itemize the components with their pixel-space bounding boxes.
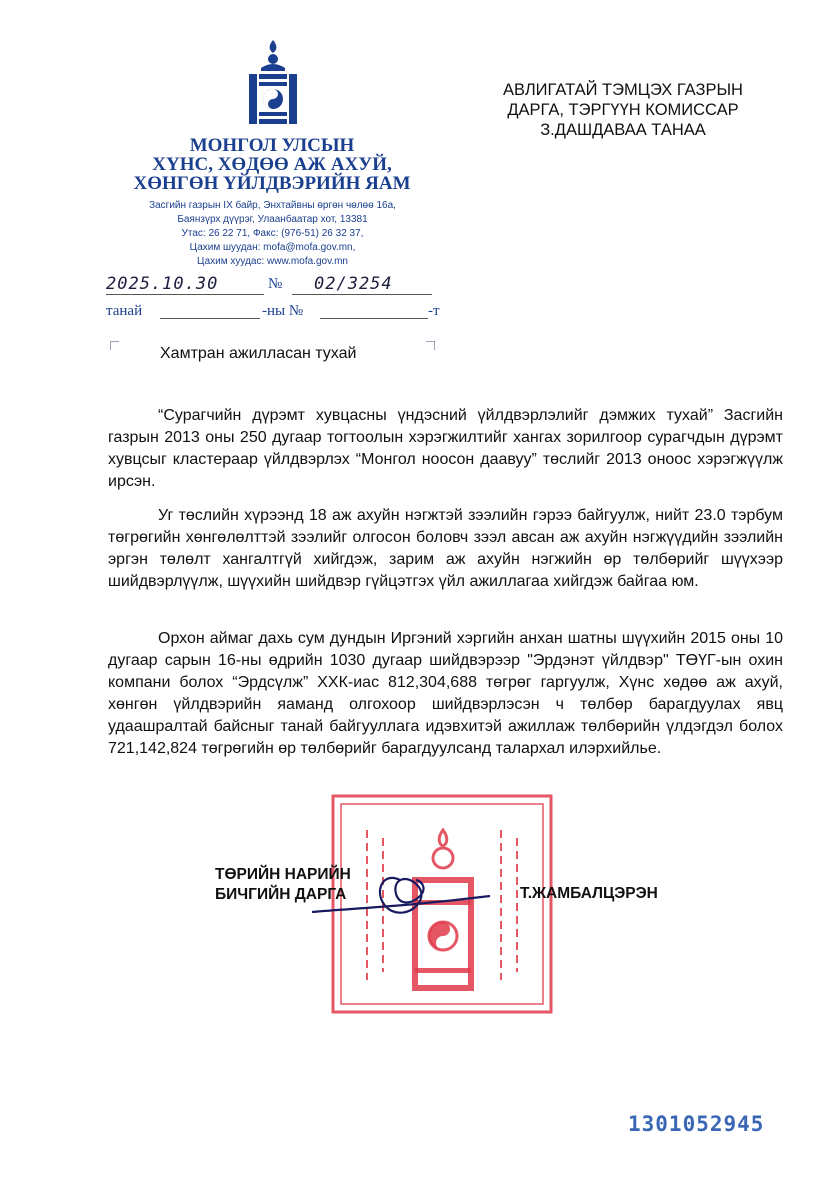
ministry-name-line: ХҮНС, ХӨДӨӨ АЖ АХУЙ, [152, 154, 392, 175]
date-value: 2025.10.30 [106, 274, 219, 294]
recipient-line: З.ДАШДАВАА ТАНАА [540, 121, 706, 139]
body-paragraph: Уг төслийн хүрээнд 18 аж ахуйн нэгжтэй зээлийн гэрээ байгуулж, нийт 23.0 тэрбум төгрөгийн хөнгөлөлттэй зээлийг олгосон боловч зээл авсан аж ахуйн нэгжүүдийн зээлийн эргэн төлөлт хангалтгүй хийгдэж, зарим аж ахуйн нэгжийн өр төлбөрийг шүүхээр шийдвэрлүүлж, шүүхийн шийдвэр гүйцэтгэх үйл ажиллагаа хийгдэж байгаа юм. [108, 507, 783, 590]
reply-mid: -ны № [262, 303, 304, 319]
address-line: Засгийн газрын IX байр, Энхтайвны өргөн чөлөө 16а, [149, 200, 396, 211]
reply-reference-line [106, 303, 446, 325]
subject-corner-mark [110, 341, 119, 350]
number-field [292, 276, 432, 298]
number-sign: № [268, 276, 283, 292]
date-field [106, 276, 266, 298]
phone-fax-line: Утас: 26 22 71, Факс: (976-51) 26 32 37, [181, 228, 364, 239]
reply-prefix: танай [106, 303, 143, 319]
number-value: 02/3254 [314, 274, 393, 294]
ministry-name [122, 136, 422, 193]
signatory-title-line: БИЧГИЙН ДАРГА [215, 886, 347, 903]
website-line: Цахим хуудас: www.mofa.gov.mn [197, 256, 348, 267]
ministry-name-line: МОНГОЛ УЛСЫН [189, 135, 355, 156]
recipient-block [478, 80, 768, 140]
signatory-title [215, 865, 351, 905]
recipient-line: ДАРГА, ТЭРГҮҮН КОМИССАР [507, 101, 739, 119]
ministry-name-line: ХӨНГӨН ҮЙЛДВЭРИЙН ЯАМ [133, 173, 411, 194]
signatory-name: Т.ЖАМБАЛЦЭРЭН [520, 885, 658, 902]
body-paragraph: Орхон аймаг дахь сум дундын Иргэний хэргийн анхан шатны шүүхийн 2015 оны 10 дугаар сарын 16-ны өдрийн 1030 дугаар шийдвэрээр "Эрдэнэт үйлдвэр" ТӨҮГ-ын охин компани болох “Эрдсүлж” ХХК-иас 812,304,688 төгрөг гаргуулж, Хүнс хөдөө аж ахуй, хөнгөн үйлдвэрийн яаманд олгохоор шийдвэрлэсэн ч төлбөр барагдуулах явц удаашралтай байсныг танай байгууллага идэвхитэй ажиллаж төлбөрийн үлдэгдэл болох 721,142,824 төгрөгийн өр төлбөрийг барагдуулсанд талархал илэрхийлье. [108, 630, 783, 757]
soyombo-emblem-icon [244, 38, 302, 128]
signatory-title-line: ТӨРИЙН НАРИЙН [215, 866, 351, 883]
ministry-contact-info [120, 199, 425, 269]
subject-line: Хамтран ажилласан тухай [160, 345, 357, 362]
recipient-line: АВЛИГАТАЙ ТЭМЦЭХ ГАЗРЫН [503, 81, 743, 99]
subject-corner-mark [426, 341, 435, 350]
reply-suffix: -т [428, 303, 440, 319]
document-registration-number: 1301052945 [628, 1112, 765, 1136]
email-line: Цахим шуудан: mofa@mofa.gov.mn, [189, 242, 356, 253]
address-line: Баянзүрх дүүрэг, Улаанбаатар хот, 13381 [177, 214, 368, 225]
body-paragraph: “Сурагчийн дүрэмт хувцасны үндэсний үйлдвэрлэлийг дэмжих тухай” Засгийн газрын 2013 оны 250 дугаар тогтоолын хэрэгжилтийг хангах зорилгоор сурагчдын дүрэмт хувцсыг кластераар үйлдвэрлэх “Монгол ноосон даавуу” төслийг 2013 оноос хэрэгжүүлж ирсэн. [108, 407, 783, 490]
